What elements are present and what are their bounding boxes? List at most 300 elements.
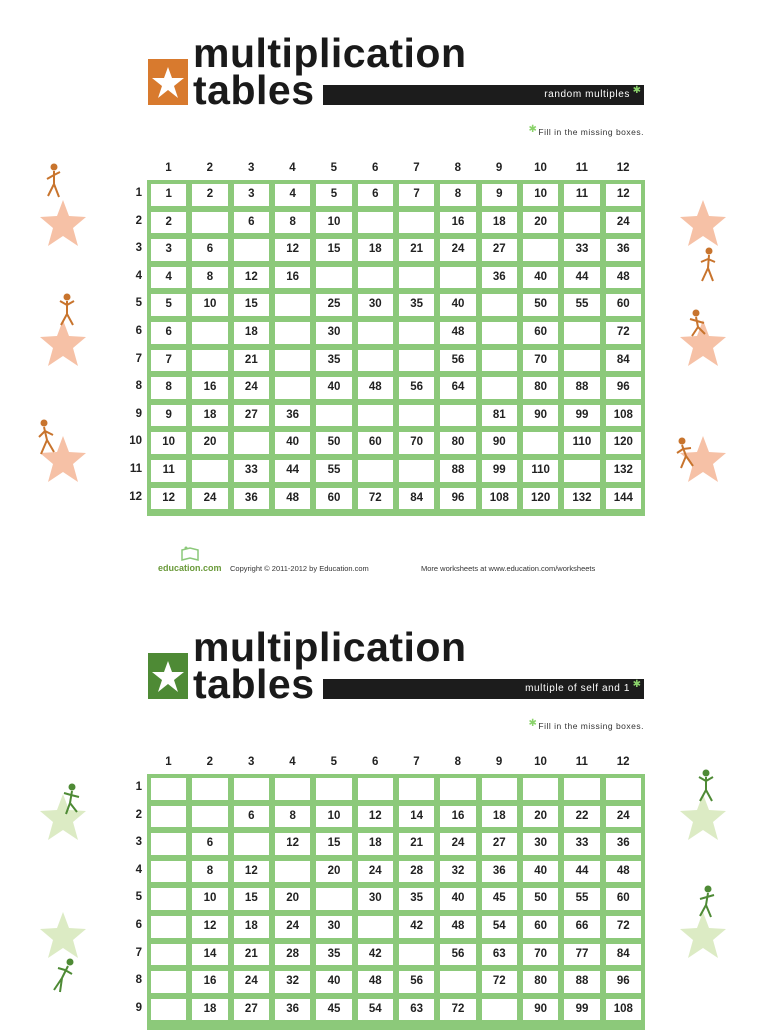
blank-answer-box[interactable] [315, 266, 352, 290]
table-cell: 24 [191, 487, 228, 511]
row-header: 1 [135, 781, 142, 793]
table-cell: 50 [522, 887, 559, 911]
blank-answer-box[interactable] [274, 293, 311, 317]
column-header: 5 [330, 756, 338, 768]
stick-figure-icon [697, 246, 719, 284]
table-cell: 27 [481, 238, 518, 262]
column-header: 4 [289, 756, 296, 768]
table-cell: 55 [563, 293, 600, 317]
table-cell: 64 [439, 376, 476, 400]
table-cell: 15 [233, 293, 270, 317]
table-cell: 66 [563, 915, 600, 939]
column-header: 7 [413, 756, 420, 768]
row-header: 9 [135, 1001, 142, 1014]
blank-answer-box[interactable] [233, 238, 270, 262]
table-cell: 120 [522, 487, 559, 511]
table-cell: 4 [274, 183, 311, 207]
table-cell: 21 [233, 943, 270, 967]
table-cell: 24 [439, 238, 476, 262]
blank-answer-box[interactable] [274, 321, 311, 345]
blank-answer-box[interactable] [150, 887, 187, 911]
row-header: 1 [135, 187, 142, 199]
table-cell: 36 [274, 404, 311, 428]
blank-answer-box[interactable] [398, 321, 435, 345]
blank-answer-box[interactable] [233, 832, 270, 856]
row-header: 11 [129, 463, 142, 475]
table-cell: 18 [357, 832, 394, 856]
row-header: 12 [129, 490, 142, 503]
row-header: 4 [135, 863, 142, 876]
blank-answer-box[interactable] [150, 970, 187, 994]
table-cell: 18 [191, 404, 228, 428]
table-cell: 63 [481, 943, 518, 967]
table-cell: 24 [357, 860, 394, 884]
blank-answer-box[interactable] [191, 459, 228, 483]
table-cell: 3 [233, 183, 270, 207]
subtitle: random multiples [544, 89, 630, 100]
table-cell: 35 [315, 349, 352, 373]
table-cell: 18 [481, 805, 518, 829]
table-cell: 30 [357, 887, 394, 911]
row-header: 2 [135, 214, 142, 227]
column-header: 10 [534, 756, 547, 768]
column-header: 12 [616, 756, 630, 768]
table-cell: 99 [563, 998, 600, 1022]
blank-answer-box[interactable] [481, 376, 518, 400]
table-cell: 108 [605, 404, 642, 428]
table-cell: 88 [563, 970, 600, 994]
table-cell: 77 [563, 943, 600, 967]
table-cell: 27 [481, 832, 518, 856]
blank-answer-box[interactable] [439, 404, 476, 428]
sparkle-icon: ✱ [528, 718, 538, 729]
blank-answer-box[interactable] [398, 459, 435, 483]
stick-figure-icon [695, 884, 717, 920]
blank-answer-box[interactable] [563, 211, 600, 235]
table-cell: 108 [481, 487, 518, 511]
blank-answer-box[interactable] [563, 777, 600, 801]
blank-answer-box[interactable] [150, 805, 187, 829]
blank-answer-box[interactable] [357, 404, 394, 428]
blank-answer-box[interactable] [191, 211, 228, 235]
table-cell: 9 [150, 404, 187, 428]
row-header: 6 [135, 325, 142, 337]
table-cell: 8 [191, 266, 228, 290]
stick-figure-icon [674, 436, 696, 472]
row-header: 9 [135, 407, 142, 420]
table-cell: 56 [439, 349, 476, 373]
row-header: 7 [135, 946, 142, 959]
table-cell: 15 [315, 238, 352, 262]
decorative-star-icon [38, 910, 88, 960]
blank-answer-box[interactable] [150, 943, 187, 967]
table-cell: 48 [357, 376, 394, 400]
stick-figure-icon [695, 768, 717, 804]
column-header: 11 [575, 162, 588, 174]
table-cell: 18 [233, 915, 270, 939]
table-cell: 84 [605, 349, 642, 373]
column-headers [148, 756, 645, 772]
instruction-text: Fill in the missing boxes. [538, 721, 644, 731]
column-header: 5 [330, 162, 338, 174]
multiplication-grid [147, 180, 645, 516]
table-cell: 27 [233, 998, 270, 1022]
table-cell: 3 [150, 238, 187, 262]
row-header: 4 [135, 269, 142, 282]
blank-answer-box[interactable] [150, 832, 187, 856]
table-cell: 28 [398, 860, 435, 884]
table-cell: 42 [357, 943, 394, 967]
table-cell: 110 [522, 459, 559, 483]
table-cell: 72 [605, 915, 642, 939]
blank-answer-box[interactable] [150, 998, 187, 1022]
table-cell: 32 [274, 970, 311, 994]
table-cell: 40 [439, 293, 476, 317]
row-header: 8 [135, 974, 142, 987]
table-cell: 9 [481, 183, 518, 207]
blank-answer-box[interactable] [274, 349, 311, 373]
row-header: 6 [135, 919, 142, 931]
table-cell: 8 [439, 183, 476, 207]
blank-answer-box[interactable] [150, 915, 187, 939]
footer-more-worksheets[interactable]: More worksheets at www.education.com/worksheets [421, 564, 596, 573]
table-cell: 36 [481, 860, 518, 884]
table-cell: 48 [439, 915, 476, 939]
stick-figure-icon [44, 162, 64, 200]
table-cell: 96 [605, 376, 642, 400]
blank-answer-box[interactable] [357, 777, 394, 801]
table-cell: 12 [357, 805, 394, 829]
table-cell: 55 [563, 887, 600, 911]
table-cell: 6 [357, 183, 394, 207]
blank-answer-box[interactable] [357, 321, 394, 345]
table-cell: 36 [233, 487, 270, 511]
table-cell: 40 [522, 266, 559, 290]
table-cell: 12 [233, 266, 270, 290]
subtitle-bar [323, 679, 644, 699]
table-cell: 12 [233, 860, 270, 884]
table-cell: 22 [563, 805, 600, 829]
decorative-star-icon [38, 198, 88, 248]
blank-answer-box[interactable] [481, 777, 518, 801]
table-cell: 16 [439, 805, 476, 829]
sparkle-icon: ✱ [632, 85, 641, 96]
column-header: 9 [495, 162, 503, 174]
row-header: 7 [135, 352, 142, 365]
table-cell: 60 [522, 915, 559, 939]
table-cell: 18 [481, 211, 518, 235]
table-cell: 6 [191, 832, 228, 856]
table-cell: 70 [522, 349, 559, 373]
table-cell: 11 [150, 459, 187, 483]
table-cell: 80 [522, 970, 559, 994]
table-cell: 33 [563, 832, 600, 856]
table-cell: 30 [315, 915, 352, 939]
table-cell: 6 [150, 321, 187, 345]
table-cell: 45 [315, 998, 352, 1022]
blank-answer-box[interactable] [274, 860, 311, 884]
stick-figure-icon [60, 782, 84, 818]
table-cell: 60 [315, 487, 352, 511]
table-cell: 2 [150, 211, 187, 235]
row-header: 5 [135, 891, 142, 904]
table-cell: 96 [605, 970, 642, 994]
table-cell: 50 [315, 431, 352, 455]
blank-answer-box[interactable] [439, 266, 476, 290]
blank-answer-box[interactable] [357, 266, 394, 290]
table-cell: 12 [274, 832, 311, 856]
blank-answer-box[interactable] [439, 777, 476, 801]
blank-answer-box[interactable] [481, 293, 518, 317]
table-cell: 16 [439, 211, 476, 235]
stick-figure-icon [50, 956, 78, 996]
table-cell: 88 [439, 459, 476, 483]
table-cell: 11 [563, 183, 600, 207]
table-cell: 24 [233, 970, 270, 994]
decorative-star-icon [678, 198, 728, 248]
multiplication-grid [147, 774, 645, 1030]
blank-answer-box[interactable] [274, 376, 311, 400]
blank-answer-box[interactable] [398, 349, 435, 373]
instruction-text: Fill in the missing boxes. [538, 127, 644, 137]
row-header: 10 [129, 435, 142, 448]
table-cell: 42 [398, 915, 435, 939]
blank-answer-box[interactable] [191, 777, 228, 801]
blank-answer-box[interactable] [233, 431, 270, 455]
table-cell: 16 [274, 266, 311, 290]
column-header: 2 [206, 162, 214, 174]
column-header: 8 [454, 756, 461, 768]
blank-answer-box[interactable] [398, 266, 435, 290]
table-cell: 99 [563, 404, 600, 428]
instruction [528, 124, 644, 138]
table-cell: 40 [315, 376, 352, 400]
title-line-1: multiplication [193, 30, 467, 76]
table-cell: 110 [563, 431, 600, 455]
table-cell: 15 [233, 887, 270, 911]
table-cell: 6 [233, 805, 270, 829]
table-cell: 20 [522, 211, 559, 235]
table-cell: 8 [150, 376, 187, 400]
row-header: 3 [135, 836, 142, 849]
table-cell: 30 [315, 321, 352, 345]
table-cell: 84 [605, 943, 642, 967]
table-cell: 60 [605, 293, 642, 317]
table-cell: 20 [315, 860, 352, 884]
instruction [528, 718, 644, 732]
table-cell: 120 [605, 431, 642, 455]
table-cell: 56 [439, 943, 476, 967]
blank-answer-box[interactable] [315, 777, 352, 801]
stick-figure-icon [686, 308, 708, 340]
column-headers [148, 162, 645, 178]
table-cell: 33 [563, 238, 600, 262]
table-cell: 36 [605, 238, 642, 262]
blank-answer-box[interactable] [191, 321, 228, 345]
blank-answer-box[interactable] [563, 349, 600, 373]
blank-answer-box[interactable] [481, 321, 518, 345]
table-cell: 12 [150, 487, 187, 511]
table-cell: 44 [563, 266, 600, 290]
table-cell: 44 [563, 860, 600, 884]
blank-answer-box[interactable] [191, 349, 228, 373]
table-cell: 16 [191, 970, 228, 994]
worksheet-multiple-of-self-and-1 [0, 594, 768, 1024]
table-cell: 10 [191, 887, 228, 911]
table-cell: 24 [233, 376, 270, 400]
table-cell: 15 [315, 832, 352, 856]
table-cell: 20 [191, 431, 228, 455]
sparkle-icon: ✱ [632, 679, 641, 690]
subtitle: multiple of self and 1 [525, 683, 630, 694]
blank-answer-box[interactable] [563, 321, 600, 345]
table-cell: 48 [439, 321, 476, 345]
blank-answer-box[interactable] [233, 777, 270, 801]
blank-answer-box[interactable] [150, 777, 187, 801]
table-cell: 60 [605, 887, 642, 911]
blank-answer-box[interactable] [357, 459, 394, 483]
table-cell: 7 [150, 349, 187, 373]
blank-answer-box[interactable] [357, 349, 394, 373]
table-cell: 63 [398, 998, 435, 1022]
title-line-1: multiplication [193, 624, 467, 670]
column-header: 11 [575, 756, 588, 768]
table-cell: 88 [563, 376, 600, 400]
row-header: 2 [135, 808, 142, 821]
column-header: 9 [495, 756, 503, 768]
table-cell: 5 [315, 183, 352, 207]
table-cell: 24 [605, 211, 642, 235]
blank-answer-box[interactable] [481, 998, 518, 1022]
blank-answer-box[interactable] [522, 238, 559, 262]
table-cell: 35 [315, 943, 352, 967]
table-cell: 18 [357, 238, 394, 262]
table-cell: 132 [563, 487, 600, 511]
blank-answer-box[interactable] [315, 404, 352, 428]
table-cell: 24 [439, 832, 476, 856]
table-cell: 60 [357, 431, 394, 455]
table-cell: 72 [605, 321, 642, 345]
table-cell: 48 [605, 860, 642, 884]
table-cell: 36 [605, 832, 642, 856]
table-cell: 10 [191, 293, 228, 317]
table-cell: 25 [315, 293, 352, 317]
blank-answer-box[interactable] [315, 887, 352, 911]
column-header: 4 [289, 162, 296, 174]
table-cell: 36 [274, 998, 311, 1022]
blank-answer-box[interactable] [563, 459, 600, 483]
table-cell: 24 [605, 805, 642, 829]
table-cell: 72 [357, 487, 394, 511]
table-cell: 80 [439, 431, 476, 455]
table-cell: 33 [233, 459, 270, 483]
column-header: 2 [206, 756, 214, 768]
column-header: 6 [371, 756, 379, 768]
blank-answer-box[interactable] [398, 777, 435, 801]
table-cell: 18 [191, 998, 228, 1022]
table-cell: 27 [233, 404, 270, 428]
table-cell: 7 [398, 183, 435, 207]
table-cell: 55 [315, 459, 352, 483]
blank-answer-box[interactable] [191, 805, 228, 829]
column-header: 10 [534, 162, 547, 174]
table-cell: 81 [481, 404, 518, 428]
blank-answer-box[interactable] [605, 777, 642, 801]
blank-answer-box[interactable] [398, 211, 435, 235]
table-cell: 21 [233, 349, 270, 373]
stick-figure-icon [36, 418, 58, 458]
table-cell: 10 [150, 431, 187, 455]
table-cell: 18 [233, 321, 270, 345]
table-cell: 44 [274, 459, 311, 483]
table-cell: 21 [398, 238, 435, 262]
column-header: 6 [371, 162, 379, 174]
table-cell: 35 [398, 293, 435, 317]
table-cell: 21 [398, 832, 435, 856]
table-cell: 8 [274, 211, 311, 235]
table-cell: 72 [481, 970, 518, 994]
table-cell: 90 [481, 431, 518, 455]
blank-answer-box[interactable] [398, 943, 435, 967]
table-cell: 24 [274, 915, 311, 939]
table-cell: 56 [398, 970, 435, 994]
column-header: 8 [454, 162, 461, 174]
table-cell: 60 [522, 321, 559, 345]
table-cell: 14 [398, 805, 435, 829]
blank-answer-box[interactable] [398, 404, 435, 428]
table-cell: 14 [191, 943, 228, 967]
column-header: 3 [247, 162, 255, 174]
table-cell: 108 [605, 998, 642, 1022]
table-cell: 99 [481, 459, 518, 483]
table-cell: 32 [439, 860, 476, 884]
blank-answer-box[interactable] [522, 777, 559, 801]
subtitle-bar [323, 85, 644, 105]
blank-answer-box[interactable] [481, 349, 518, 373]
table-cell: 56 [398, 376, 435, 400]
table-cell: 48 [605, 266, 642, 290]
blank-answer-box[interactable] [357, 915, 394, 939]
table-cell: 20 [522, 805, 559, 829]
table-cell: 28 [274, 943, 311, 967]
table-cell: 80 [522, 376, 559, 400]
table-cell: 45 [481, 887, 518, 911]
table-cell: 12 [274, 238, 311, 262]
blank-answer-box[interactable] [439, 970, 476, 994]
blank-answer-box[interactable] [274, 777, 311, 801]
table-cell: 10 [522, 183, 559, 207]
blank-answer-box[interactable] [150, 860, 187, 884]
table-cell: 10 [315, 211, 352, 235]
column-header: 12 [616, 162, 630, 174]
row-header: 8 [135, 380, 142, 393]
table-cell: 6 [233, 211, 270, 235]
table-cell: 84 [398, 487, 435, 511]
blank-answer-box[interactable] [522, 431, 559, 455]
star-icon [148, 653, 188, 699]
table-cell: 40 [274, 431, 311, 455]
table-cell: 20 [274, 887, 311, 911]
table-cell: 4 [150, 266, 187, 290]
table-cell: 8 [191, 860, 228, 884]
table-cell: 35 [398, 887, 435, 911]
table-cell: 6 [191, 238, 228, 262]
column-header: 1 [165, 756, 172, 768]
education-logo [158, 563, 222, 573]
blank-answer-box[interactable] [357, 211, 394, 235]
table-cell: 132 [605, 459, 642, 483]
table-cell: 70 [398, 431, 435, 455]
